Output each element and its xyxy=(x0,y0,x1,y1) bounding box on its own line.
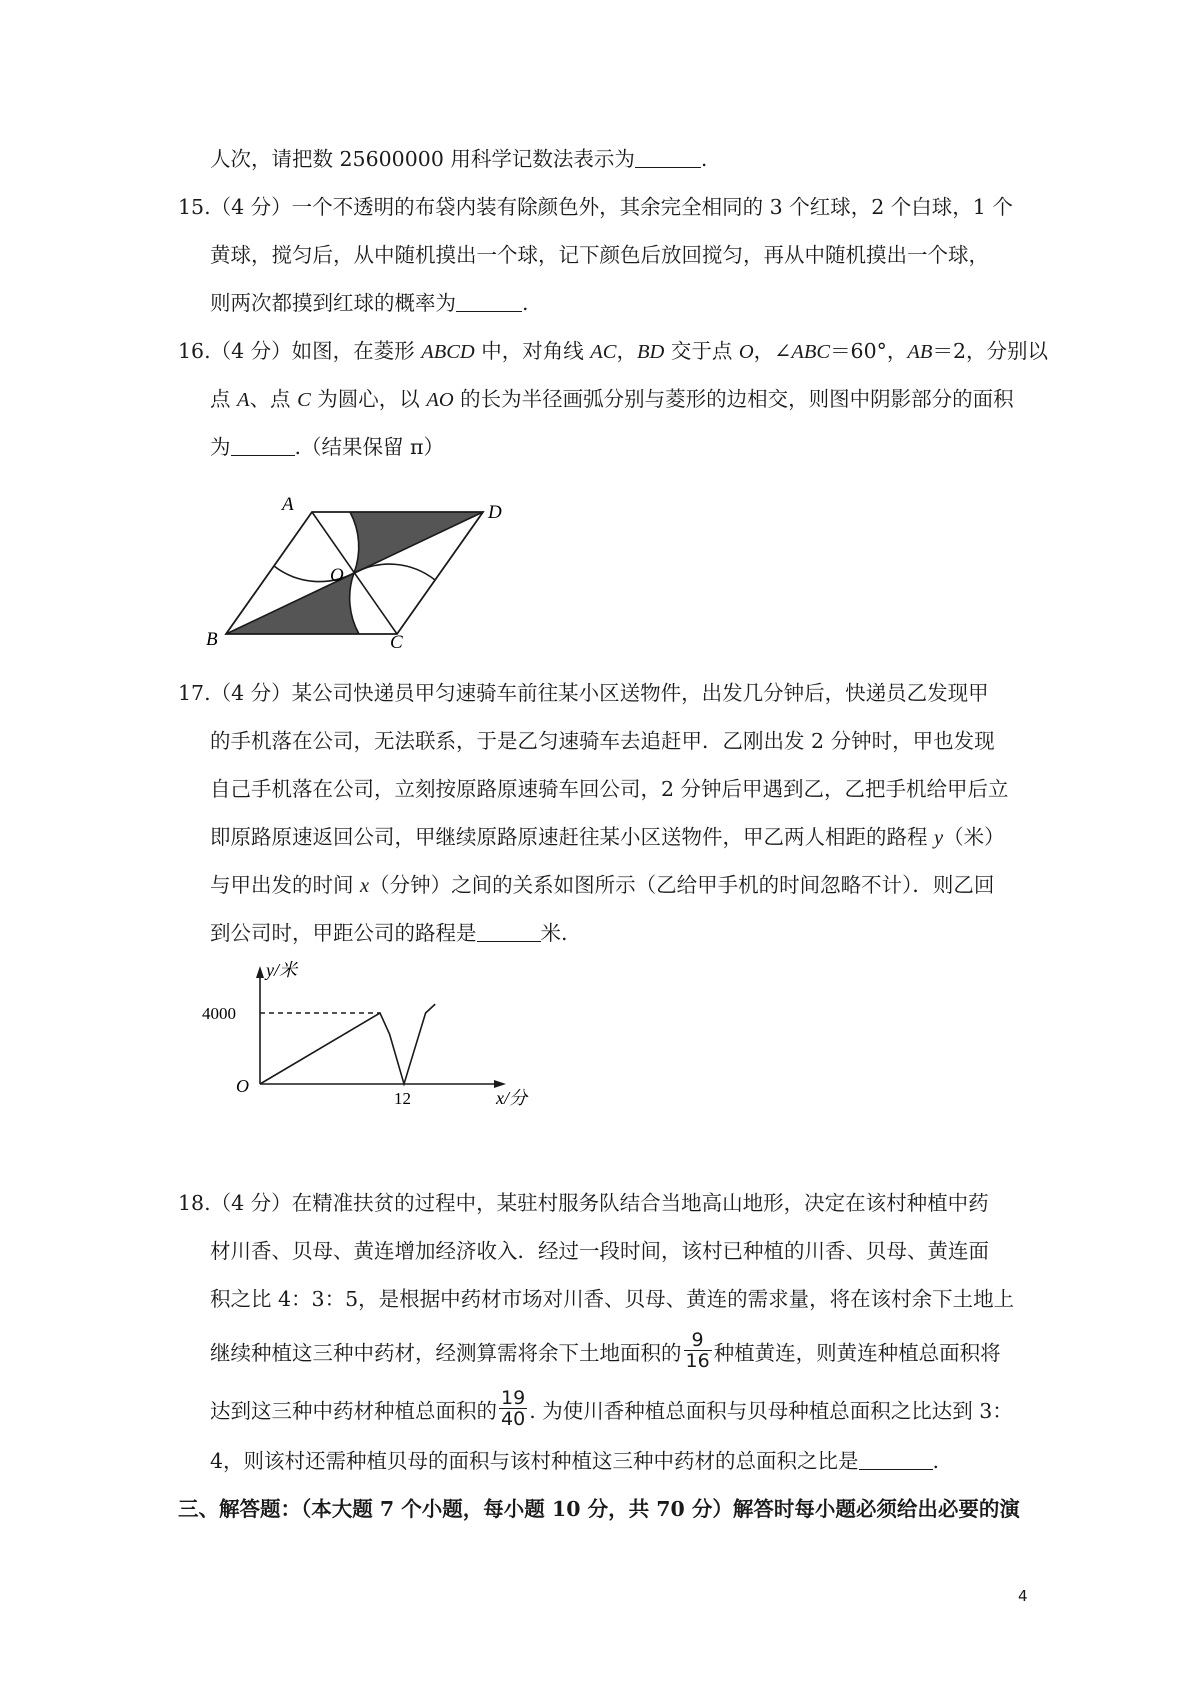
q18-line-2: 材川香、贝母、黄连增加经济收入．经过一段时间，该村已种植的川香、贝母、黄连面 xyxy=(210,1239,989,1263)
answer-blank xyxy=(477,923,541,942)
label-b: B xyxy=(206,629,218,650)
distance-time-graph xyxy=(200,960,560,1160)
q15-line-3: 则两次都摸到红球的概率为 . xyxy=(210,291,529,315)
answer-blank xyxy=(859,1451,933,1470)
answer-blank xyxy=(456,293,522,312)
q17-line-4: 即原路原速返回公司，甲继续原路原速赶往某小区送物件，甲乙两人相距的路程 y（米） xyxy=(210,825,1005,849)
diagonal-bd xyxy=(226,512,483,634)
answer-blank xyxy=(231,437,295,456)
fraction-9-16: $\frac{9}{16}$ xyxy=(685,1329,710,1372)
x-axis-label: x/分 xyxy=(496,1088,527,1108)
answer-blank xyxy=(635,149,701,168)
q18-line-5: 达到这三种中药材种植总面积的 $\frac{19}{40}$ . 为使川香种植总面积与贝母种植总面积之比达到 3： xyxy=(210,1387,1013,1430)
q16-line-2: 点 A、点 C 为圆心，以 AO 的长为半径画弧分别与菱形的边相交，则图中阴影部分的面积 xyxy=(210,387,1014,411)
x-axis-arrow xyxy=(494,1080,506,1088)
q16-line-1: 16.（4 分）如图，在菱形 ABCD 中，对角线 AC，BD 交于点 O，∠ABC＝60°，AB＝2，分别以 xyxy=(178,339,1048,363)
x-tick-label-12: 12 xyxy=(394,1089,411,1108)
q18-line-4: 继续种植这三种中药材，经测算需将余下土地面积的 $\frac{9}{16}$ 种植黄连，则黄连种植总面积将 xyxy=(210,1329,1001,1372)
q15-line-1: 15.（4 分）一个不透明的布袋内装有除颜色外，其余完全相同的 3 个红球，2 个白球，1 个 xyxy=(178,195,1013,219)
label-o: O xyxy=(330,565,344,586)
origin-label: O xyxy=(236,1076,249,1096)
q18-line-3: 积之比 4：3：5，是根据中药材市场对川香、贝母、黄连的需求量，将在该村余下土地上 xyxy=(210,1287,1015,1311)
label-a: A xyxy=(282,494,294,515)
y-axis-label: y/米 xyxy=(266,960,297,980)
label-d: D xyxy=(488,502,502,523)
q17-line-6: 到公司时，甲距公司的路程是 米. xyxy=(210,921,568,945)
q18-line-1: 18.（4 分）在精准扶贫的过程中，某驻村服务队结合当地高山地形，决定在该村种植中药 xyxy=(178,1191,989,1215)
q18-line-6: 4，则该村还需种植贝母的面积与该村种植这三种中药材的总面积之比是 . xyxy=(210,1449,940,1473)
q16-line-3: 为 .（结果保留 π） xyxy=(210,435,445,459)
q17-line-1: 17.（4 分）某公司快递员甲匀速骑车前往某小区送物件，出发几分钟后，快递员乙发现甲 xyxy=(178,681,989,705)
q17-line-3: 自己手机落在公司，立刻按原路原速骑车回公司，2 分钟后甲遇到乙，乙把手机给甲后立 xyxy=(210,777,1009,801)
q15-line-2: 黄球，搅匀后，从中随机摸出一个球，记下颜色后放回搅匀，再从中随机摸出一个球， xyxy=(210,243,989,267)
series-line-0 xyxy=(260,1004,435,1084)
fraction-19-40: $\frac{19}{40}$ xyxy=(501,1387,526,1430)
q17-line-5: 与甲出发的时间 x（分钟）之间的关系如图所示（乙给甲手机的时间忽略不计）．则乙回 xyxy=(210,873,995,897)
section-three-heading: 三、解答题：（本大题 7 个小题，每小题 10 分，共 70 分）解答时每小题必须给出必要的演 xyxy=(178,1497,1020,1521)
y-axis-arrow xyxy=(256,966,264,978)
label-c: C xyxy=(390,632,403,650)
y-tick-label-4000: 4000 xyxy=(202,1004,236,1023)
rhombus-figure xyxy=(200,490,520,650)
page-number: 4 xyxy=(1018,1587,1028,1605)
q14-line: 人次，请把数 25600000 用科学记数法表示为 . xyxy=(210,147,708,171)
q17-line-2: 的手机落在公司，无法联系，于是乙匀速骑车去追赶甲．乙刚出发 2 分钟时，甲也发现 xyxy=(210,729,995,753)
